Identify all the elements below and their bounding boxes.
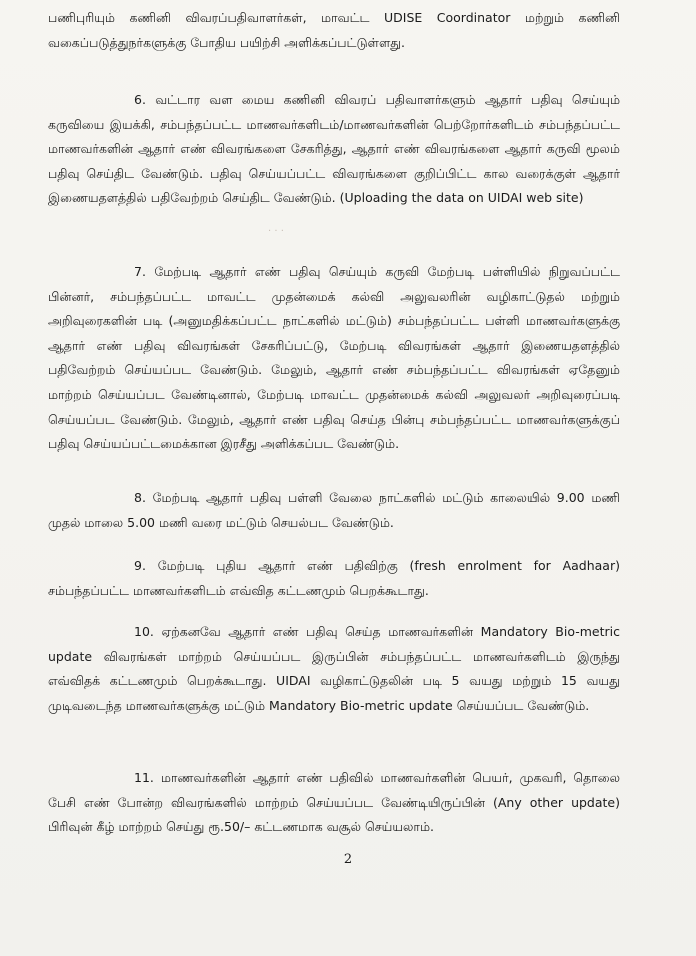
paragraph-number: 6.: [134, 92, 146, 107]
paragraph-11: [48, 766, 620, 840]
paragraph-text: மேற்படி ஆதார் பதிவு பள்ளி வேலை நாட்களில் மட்டும் காலையில் 9.00 மணி முதல் மாலை 5.00 மணி வரை மட்டும் செயல்பட வேண்டும்.: [48, 490, 620, 530]
paragraph-text: மேற்படி புதிய ஆதார் எண் பதிவிற்கு (fresh enrolment for Aadhaar) சம்பந்தப்பட்ட மாணவர்களிடம் எவ்வித கட்டணமும் பெறக்கூடாது.: [48, 558, 620, 598]
paragraph-8: [48, 486, 620, 535]
paragraph-10: [48, 620, 620, 718]
paragraph-number: 10.: [134, 624, 154, 639]
paragraph-5-continued: [48, 6, 620, 55]
paragraph-text: பணிபுரியும் கணினி விவரப்பதிவாளர்கள், மாவட்ட UDISE Coordinator மற்றும் கணினி வகைப்படுத்துநர்களுக்கு போதிய பயிற்சி அளிக்கப்பட்டுள்ளது.: [48, 10, 620, 50]
paragraph-text: மாணவர்களின் ஆதார் எண் பதிவில் மாணவர்களின் பெயர், முகவரி, தொலை பேசி எண் போன்ற விவரங்களில் மாற்றம் செய்யப்பட வேண்டியிருப்பின் (Any other update) பிரிவுன் கீழ் மாற்றம் செய்து ரூ.50/– கட்டணமாக வசூல் செய்யலாம்.: [48, 770, 620, 835]
paragraph-number: 9.: [134, 558, 146, 573]
paragraph-text: மேற்படி ஆதார் எண் பதிவு செய்யும் கருவி மேற்படி பள்ளியில் நிறுவப்பட்ட பின்னர், சம்பந்தப்பட்ட மாவட்ட முதன்மைக் கல்வி அலுவலரின் வழிகாட்டுதல் மற்றும் அறிவுரைகளின் படி (அனுமதிக்கப்பட்ட நாட்களில் மட்டும்) சம்பந்தப்பட்ட பள்ளி மாணவர்களுக்கு ஆதார் எண் பதிவு விவரங்கள் சேகரிப்பட்டு, மேற்படி விவரங்கள் ஆதார் இணையதளத்தில் பதிவேற்றம் செய்யப்பட வேண்டும். மேலும், ஆதார் எண் சம்பந்தப்பட்ட விவரங்கள் ஏதேனும் மாற்றம் செய்யப்பட வேண்டினால், மேற்படி மாவட்ட முதன்மைக் கல்வி அலுவலர் அறிவுரைப்படி செய்யப்பட வேண்டும். மேலும், ஆதார் எண் பதிவு செய்த பின்பு சம்பந்தப்பட்ட மாணவர்களுக்குப் பதிவு செய்யப்பட்டமைக்கான இரசீது அளிக்கப்பட வேண்டும்.: [48, 264, 620, 452]
paragraph-number: 8.: [134, 490, 146, 505]
paragraph-text: வட்டார வள மைய கணினி விவரப் பதிவாளர்களும் ஆதார் பதிவு செய்யும் கருவியை இயக்கி, சம்பந்தப்பட்ட மாணவர்களிடம்/மாணவர்களின் பெற்றோர்களிடம் சம்பந்தப்பட்ட மாணவர்களின் ஆதார் எண் விவரங்களை சேகரித்து, ஆதார் எண் விவரங்களை ஆதார் கருவி மூலம் பதிவு செய்திட வேண்டும். பதிவு செய்யப்பட்ட விவரங்களை குறிப்பிட்ட கால வரைக்குள் ஆதார் இணையதளத்தில் பதிவேற்றம் செய்திட வேண்டும். (Uploading the data on UIDAI web site): [48, 92, 620, 206]
paragraph-text: ஏற்கனவே ஆதார் எண் பதிவு செய்த மாணவர்களின் Mandatory Bio-metric update விவரங்கள் மாற்றம் செய்யப்பட இருப்பின் சம்பந்தப்பட்ட மாணவர்களிடம் இருந்து எவ்விதக் கட்டணமும் பெறக்கூடாது. UIDAI வழிகாட்டுதலின் படி 5 வயது மற்றும் 15 வயது முடிவடைந்த மாணவர்களுக்கு மட்டும் Mandatory Bio-metric update செய்யப்பட வேண்டும்.: [48, 624, 620, 713]
paragraph-7: [48, 260, 620, 457]
paragraph-9: [48, 554, 620, 603]
scan-speck: · · ·: [268, 226, 284, 237]
paragraph-6: [48, 88, 620, 211]
paragraph-number: 11.: [134, 770, 154, 785]
page-number: 2: [343, 852, 353, 867]
paragraph-number: 7.: [134, 264, 146, 279]
